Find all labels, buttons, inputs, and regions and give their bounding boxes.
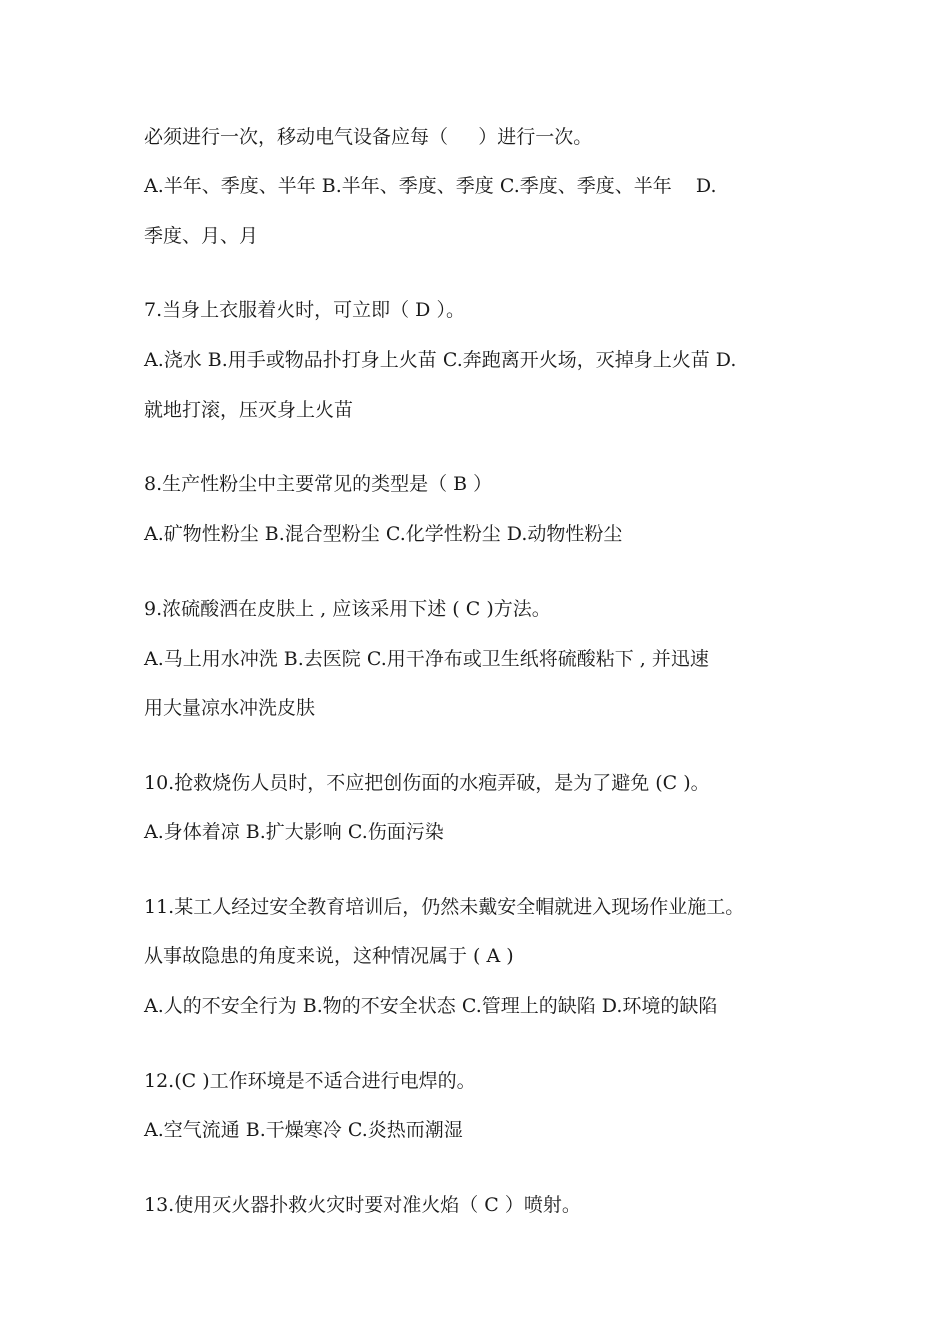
question-12: 12.(C )工作环境是不适合进行电焊的。: [144, 1070, 476, 1092]
text-line: 季度、月、月: [144, 225, 259, 247]
text-line: A.空气流通 B.干燥寒冷 C.炎热而潮湿: [144, 1119, 463, 1141]
text-line: 就地打滚，压灭身上火苗: [144, 399, 354, 421]
text-line: 用大量凉水冲洗皮肤: [144, 697, 316, 719]
question-7: 7.当身上衣服着火时，可立即（ D ）。: [144, 299, 465, 321]
text-line: A.身体着凉 B.扩大影响 C.伤面污染: [144, 821, 444, 843]
text-line: A.半年、季度、半年 B.半年、季度、季度 C.季度、季度、半年 D.: [144, 175, 717, 197]
text-line: A.人的不安全行为 B.物的不安全状态 C.管理上的缺陷 D.环境的缺陷: [144, 995, 718, 1017]
text-line: A.马上用水冲洗 B.去医院 C.用干净布或卫生纸将硫酸粘下 , 并迅速: [144, 648, 709, 670]
text-line: A.浇水 B.用手或物品扑打身上火苗 C.奔跑离开火场，灭掉身上火苗 D.: [144, 349, 737, 371]
question-8: 8.生产性粉尘中主要常见的类型是（ B ）: [144, 473, 493, 495]
text-line: 必须进行一次，移动电气设备应每（ ）进行一次。: [144, 126, 593, 148]
question-10: 10.抢救烧伤人员时，不应把创伤面的水疱弄破，是为了避免 (C )。: [144, 772, 710, 794]
question-13: 13.使用灭火器扑救火灾时要对准火焰（ C ）喷射。: [144, 1194, 581, 1216]
text-line: 从事故隐患的角度来说，这种情况属于 ( A ): [144, 945, 514, 967]
question-9: 9.浓硫酸洒在皮肤上 , 应该采用下述 ( C )方法。: [144, 598, 551, 620]
text-line: A.矿物性粉尘 B.混合型粉尘 C.化学性粉尘 D.动物性粉尘: [144, 523, 623, 545]
question-11: 11.某工人经过安全教育培训后，仍然未戴安全帽就进入现场作业施工。: [144, 896, 745, 918]
